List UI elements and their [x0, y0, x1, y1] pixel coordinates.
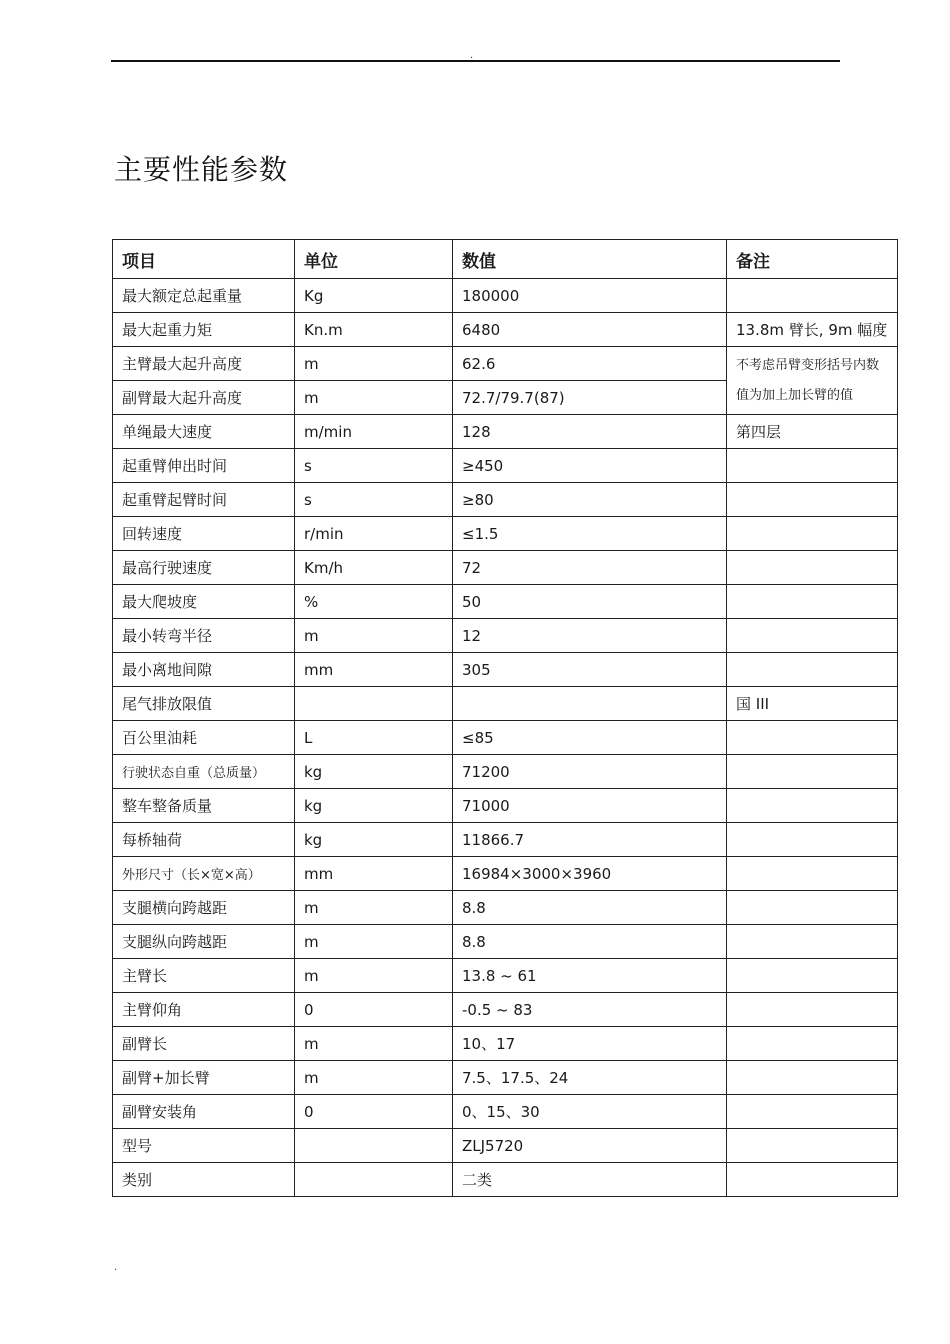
- cell-item: 最小离地间隙: [113, 653, 295, 687]
- cell-item: 尾气排放限值: [113, 687, 295, 721]
- cell-note: [727, 585, 898, 619]
- table-row: [113, 1061, 898, 1095]
- cell-note: [727, 1061, 898, 1095]
- cell-item: 副臂安装角: [113, 1095, 295, 1129]
- cell-item: 主臂最大起升高度: [113, 347, 295, 381]
- cell-unit: m: [295, 925, 453, 959]
- table-row: [113, 959, 898, 993]
- table-row: [113, 925, 898, 959]
- cell-value: [453, 687, 727, 721]
- cell-item: 最大起重力矩: [113, 313, 295, 347]
- cell-note: [727, 1163, 898, 1197]
- cell-unit: Km/h: [295, 551, 453, 585]
- cell-value: 16984×3000×3960: [453, 857, 727, 891]
- table-row: [113, 347, 898, 381]
- cell-unit: m: [295, 619, 453, 653]
- cell-note: [727, 789, 898, 823]
- cell-note: [727, 755, 898, 789]
- header-note: 备注: [727, 240, 898, 279]
- cell-item: 最大爬坡度: [113, 585, 295, 619]
- cell-unit: mm: [295, 857, 453, 891]
- cell-unit: 0: [295, 1095, 453, 1129]
- cell-note: [727, 551, 898, 585]
- table-row: [113, 993, 898, 1027]
- footer-dot: .: [114, 1262, 118, 1273]
- cell-unit: Kg: [295, 279, 453, 313]
- header-rule: [111, 60, 840, 62]
- cell-value: ≥450: [453, 449, 727, 483]
- cell-item: 单绳最大速度: [113, 415, 295, 449]
- cell-item: 副臂最大起升高度: [113, 381, 295, 415]
- cell-item: 类别: [113, 1163, 295, 1197]
- cell-note: [727, 857, 898, 891]
- cell-value: 8.8: [453, 925, 727, 959]
- cell-unit: kg: [295, 755, 453, 789]
- table-row: [113, 823, 898, 857]
- cell-value: ≤85: [453, 721, 727, 755]
- cell-note: [727, 959, 898, 993]
- cell-unit: L: [295, 721, 453, 755]
- cell-item: 回转速度: [113, 517, 295, 551]
- cell-value: 50: [453, 585, 727, 619]
- cell-value: 8.8: [453, 891, 727, 925]
- table-row: [113, 755, 898, 789]
- page-title: 主要性能参数: [114, 153, 289, 186]
- table-row: [113, 313, 898, 347]
- table-row: [113, 415, 898, 449]
- cell-note: [727, 449, 898, 483]
- table-row: [113, 891, 898, 925]
- table-header-row: [113, 240, 898, 279]
- cell-unit: Kn.m: [295, 313, 453, 347]
- table-row: [113, 721, 898, 755]
- table-row: [113, 789, 898, 823]
- cell-note: [727, 925, 898, 959]
- cell-item: 支腿横向跨越距: [113, 891, 295, 925]
- table-row: [113, 585, 898, 619]
- cell-unit: m: [295, 959, 453, 993]
- table-row: [113, 1027, 898, 1061]
- cell-note: [727, 1027, 898, 1061]
- header-dot: .: [470, 50, 474, 61]
- cell-note: [727, 721, 898, 755]
- cell-unit: 0: [295, 993, 453, 1027]
- table-row: [113, 279, 898, 313]
- cell-note: [727, 823, 898, 857]
- cell-note: [727, 517, 898, 551]
- cell-item: 行驶状态自重（总质量）: [113, 755, 295, 789]
- table-row: [113, 449, 898, 483]
- table-row: [113, 687, 898, 721]
- cell-value: 71000: [453, 789, 727, 823]
- cell-note: [727, 1095, 898, 1129]
- cell-note: 第四层: [727, 415, 898, 449]
- cell-item: 支腿纵向跨越距: [113, 925, 295, 959]
- cell-value: 128: [453, 415, 727, 449]
- cell-unit: kg: [295, 823, 453, 857]
- header-value: 数值: [453, 240, 727, 279]
- cell-item: 主臂长: [113, 959, 295, 993]
- table-row: [113, 1163, 898, 1197]
- cell-value: ≥80: [453, 483, 727, 517]
- cell-item: 型号: [113, 1129, 295, 1163]
- spec-table: [112, 239, 898, 1197]
- cell-item: 起重臂伸出时间: [113, 449, 295, 483]
- cell-note-merged: 不考虑吊臂变形括号内数值为加上加长臂的值: [727, 347, 898, 415]
- table-row: [113, 1129, 898, 1163]
- cell-value: 305: [453, 653, 727, 687]
- table-row: [113, 857, 898, 891]
- cell-unit: [295, 687, 453, 721]
- cell-item: 最高行驶速度: [113, 551, 295, 585]
- cell-item: 副臂长: [113, 1027, 295, 1061]
- cell-unit: m: [295, 381, 453, 415]
- cell-note: [727, 653, 898, 687]
- header-unit: 单位: [295, 240, 453, 279]
- table-row: [113, 1095, 898, 1129]
- cell-value: 10、17: [453, 1027, 727, 1061]
- cell-item: 起重臂起臂时间: [113, 483, 295, 517]
- cell-note: [727, 993, 898, 1027]
- cell-value: 6480: [453, 313, 727, 347]
- cell-unit: %: [295, 585, 453, 619]
- cell-unit: s: [295, 483, 453, 517]
- cell-value: 7.5、17.5、24: [453, 1061, 727, 1095]
- cell-value: 71200: [453, 755, 727, 789]
- cell-value: 0、15、30: [453, 1095, 727, 1129]
- cell-unit: m: [295, 1061, 453, 1095]
- cell-item: 最小转弯半径: [113, 619, 295, 653]
- cell-note: [727, 279, 898, 313]
- cell-value: ZLJ5720: [453, 1129, 727, 1163]
- table-row: [113, 619, 898, 653]
- cell-note: [727, 891, 898, 925]
- cell-item: 每桥轴荷: [113, 823, 295, 857]
- cell-item: 整车整备质量: [113, 789, 295, 823]
- cell-note: [727, 619, 898, 653]
- table-row: [113, 483, 898, 517]
- table-row: [113, 517, 898, 551]
- cell-value: 11866.7: [453, 823, 727, 857]
- table-row: [113, 551, 898, 585]
- cell-unit: kg: [295, 789, 453, 823]
- cell-value: 二类: [453, 1163, 727, 1197]
- cell-unit: m/min: [295, 415, 453, 449]
- cell-unit: r/min: [295, 517, 453, 551]
- table-row: [113, 653, 898, 687]
- cell-value: ≤1.5: [453, 517, 727, 551]
- cell-item: 百公里油耗: [113, 721, 295, 755]
- cell-item: 主臂仰角: [113, 993, 295, 1027]
- cell-unit: m: [295, 891, 453, 925]
- cell-item: 副臂+加长臂: [113, 1061, 295, 1095]
- cell-note: [727, 1129, 898, 1163]
- cell-unit: [295, 1163, 453, 1197]
- cell-note: 国 III: [727, 687, 898, 721]
- cell-item: 最大额定总起重量: [113, 279, 295, 313]
- cell-note: [727, 483, 898, 517]
- cell-value: 180000: [453, 279, 727, 313]
- cell-value: -0.5 ~ 83: [453, 993, 727, 1027]
- cell-value: 13.8 ~ 61: [453, 959, 727, 993]
- cell-note: 13.8m 臂长, 9m 幅度: [727, 313, 898, 347]
- cell-value: 72.7/79.7(87): [453, 381, 727, 415]
- cell-unit: [295, 1129, 453, 1163]
- cell-item: 外形尺寸（长×宽×高）: [113, 857, 295, 891]
- cell-value: 72: [453, 551, 727, 585]
- cell-value: 62.6: [453, 347, 727, 381]
- cell-unit: mm: [295, 653, 453, 687]
- cell-value: 12: [453, 619, 727, 653]
- cell-unit: m: [295, 347, 453, 381]
- cell-unit: s: [295, 449, 453, 483]
- cell-unit: m: [295, 1027, 453, 1061]
- header-item: 项目: [113, 240, 295, 279]
